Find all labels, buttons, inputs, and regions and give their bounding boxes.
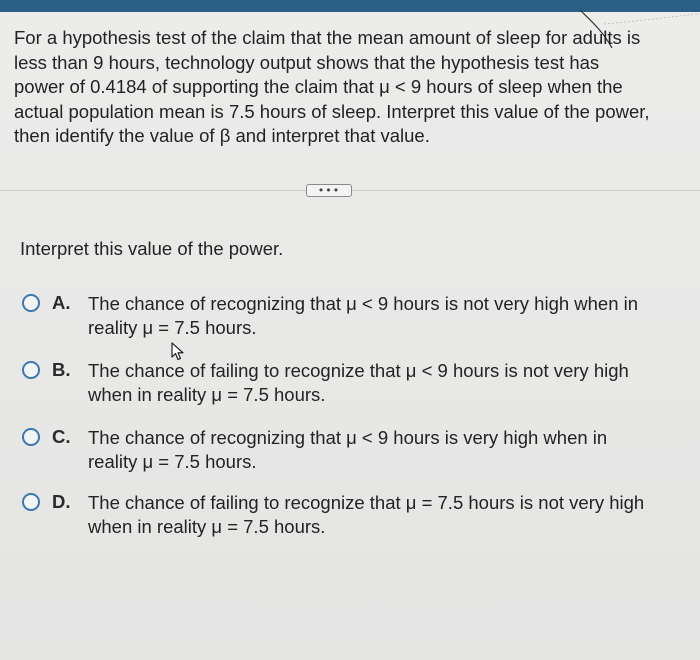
question-text — [14, 26, 686, 149]
option-text-line: when in reality μ = 7.5 hours. — [88, 516, 326, 537]
top-bar — [0, 0, 700, 12]
option-text-line: when in reality μ = 7.5 hours. — [88, 384, 326, 405]
option-letter: C. — [52, 426, 71, 447]
option-text-line: The chance of failing to recognize that μ = 7.5 hours is not very high — [88, 492, 645, 513]
option-text-line: The chance of recognizing that μ < 9 hours is not very high when in — [88, 293, 639, 314]
option-text — [88, 292, 673, 340]
option-text-line: reality μ = 7.5 hours. — [88, 451, 257, 472]
radio-button[interactable] — [22, 428, 40, 446]
pointer-arrow-icon — [170, 342, 186, 362]
more-button-label: ••• — [317, 183, 341, 197]
question-line: For a hypothesis test of the claim that the mean amount of sleep for adults is — [14, 27, 641, 48]
question-line: power of 0.4184 of supporting the claim that μ < 9 hours of sleep when the — [14, 76, 623, 97]
radio-button[interactable] — [22, 493, 40, 511]
option-text — [88, 491, 673, 539]
option-text — [88, 426, 673, 474]
prompt-text: Interpret this value of the power. — [20, 238, 284, 259]
question-line: then identify the value of β and interpret that value. — [14, 125, 430, 146]
option-text — [88, 359, 673, 407]
option-letter: D. — [52, 491, 71, 512]
option-text-line: The chance of failing to recognize that μ < 9 hours is not very high — [88, 360, 629, 381]
option-letter: A. — [52, 292, 71, 313]
more-button[interactable] — [306, 184, 352, 197]
option-text-line: reality μ = 7.5 hours. — [88, 317, 257, 338]
option-letter: B. — [52, 359, 71, 380]
question-line: less than 9 hours, technology output shows that the hypothesis test has — [14, 51, 600, 73]
option-text-line: The chance of recognizing that μ < 9 hours is very high when in — [88, 427, 608, 448]
radio-button[interactable] — [22, 294, 40, 312]
question-line: actual population mean is 7.5 hours of sleep. Interpret this value of the power, — [14, 100, 650, 122]
radio-button[interactable] — [22, 361, 40, 379]
